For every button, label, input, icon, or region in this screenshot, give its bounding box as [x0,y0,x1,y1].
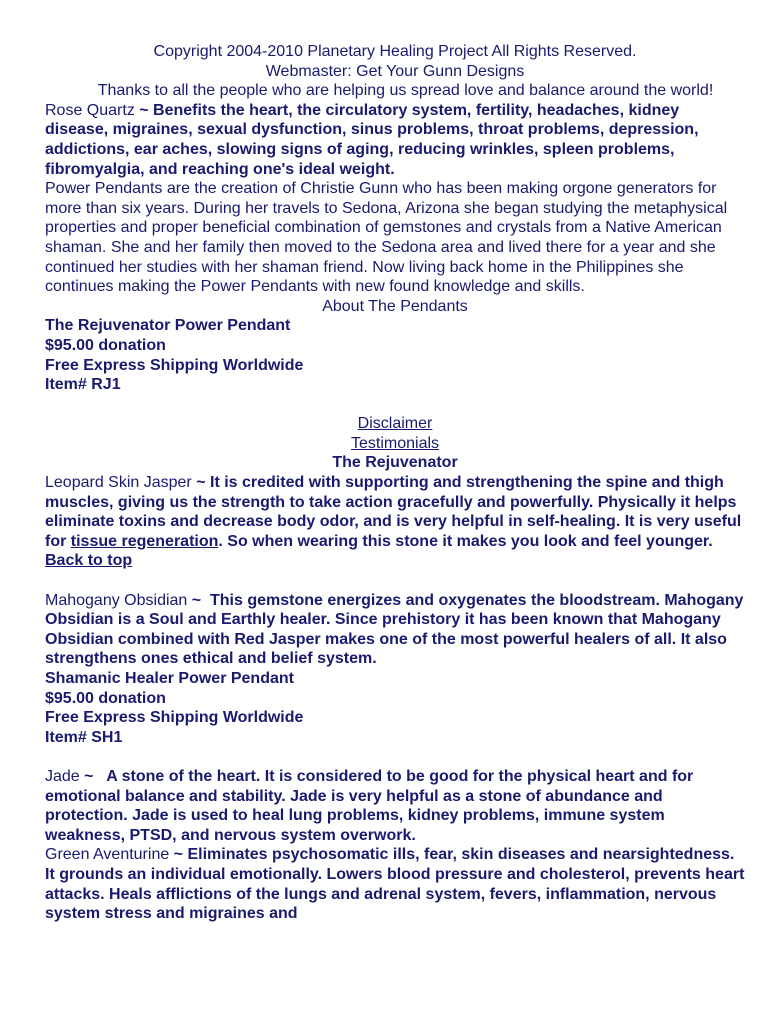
rejuvenator-product-price: $95.00 donation [45,336,166,354]
rejuvenator-product-item: Item# RJ1 [45,376,121,394]
shamanic-product-name: Shamanic Healer Power Pendant [45,670,294,687]
jade-description: A stone of the heart. It is considered to be good for the physical heart and for emotional balance and stability. Jade is very helpful as a stone of abundance and protection. Jade is used to heal lung problems, kidney problems, immune system weakness, PTSD, and nervous system overwork. [45,767,694,844]
leopard-jasper-description-end: . So when wearing this stone it makes you look and feel younger. [218,532,713,550]
shamanic-product-item: Item# SH1 [45,728,123,746]
rejuvenator-product-block [45,316,745,394]
tissue-regeneration-link[interactable]: tissue regeneration [70,532,219,550]
intro-paragraph: Power Pendants are the creation of Christie Gunn who has been making orgone generators for more than six years. During her travels to Sedona, Arizona she began studying the metaphysical properties and proper beneficial combination of gemstones and crystals from a Native American shaman. She and her family then moved to the Sedona area and lived there for a year and she continued her studies with her shaman friend. Now living back home in the Philippines she continues making the Power Pendants with new found knowledge and skills. [45,180,728,296]
spacer [45,395,745,415]
spacer [45,747,745,767]
thanks-line: Thanks to all the people who are helping us spread love and balance around the world! [97,82,714,100]
shamanic-product-shipping: Free Express Shipping Worldwide [45,709,304,727]
jade-separator: ~ [79,767,107,785]
document-body [45,42,745,924]
copyright-line: Copyright 2004-2010 Planetary Healing Project All Rights Reserved. [153,43,637,60]
leopard-jasper-name: Leopard Skin Jasper [45,474,192,492]
shamanic-product-price: $95.00 donation [45,689,166,707]
rejuvenator-product-name: The Rejuvenator Power Pendant [45,317,291,335]
rose-quartz-name: Rose Quartz [45,101,135,119]
mahogany-obsidian-name: Mahogany Obsidian [45,591,188,609]
shamanic-product-block [45,669,745,747]
green-aventurine-separator: ~ [169,846,188,864]
rose-quartz-paragraph [45,101,745,179]
mahogany-obsidian-paragraph [45,591,745,669]
mahogany-obsidian-description: This gemstone energizes and oxygenates the bloodstream. Mahogany Obsidian is a Soul and Earthly healer. Since prehistory it has been known that Mahogany Obsidian combined with Red Jasper makes one of the most powerful healers of all. It also strengthens ones ethical and belief system. [45,591,744,668]
testimonials-link[interactable]: Testimonials [350,434,440,452]
jade-paragraph [45,767,745,845]
green-aventurine-name: Green Aventurine [45,846,170,864]
mahogany-obsidian-separator: ~ [187,591,210,609]
about-pendants-heading: About The Pendants [322,297,468,315]
back-to-top-link[interactable]: Back to top [45,552,133,570]
spacer [45,571,745,591]
webmaster-line: Webmaster: Get Your Gunn Designs [265,62,525,80]
rose-quartz-description: Benefits the heart, the circulatory system, fertility, headaches, kidney disease, migraines, sexual dysfunction, sinus problems, throat problems, depression, addictions, ear aches, slowing signs of aging, reducing wrinkles, spleen problems, fibromyalgia, and reaching one's ideal weight. [45,101,699,178]
green-aventurine-description: Eliminates psychosomatic ills, fear, skin diseases and nearsightedness. It grounds an individual emotionally. Lowers blood pressure and cholesterol, prevents heart attacks. Heals afflictions of the lungs and adrenal system, fevers, inflammation, nervous system stress and migraines and [45,846,745,923]
green-aventurine-paragraph [45,845,745,923]
disclaimer-row [45,414,745,434]
rejuvenator-heading-text: The Rejuvenator [332,454,458,472]
disclaimer-link[interactable]: Disclaimer [357,415,433,433]
rose-quartz-separator: ~ [134,101,154,119]
jade-name: Jade [45,767,80,785]
leopard-jasper-separator: ~ [191,474,210,492]
testimonials-row [45,434,745,454]
back-to-top-row [45,551,745,571]
leopard-jasper-description: It is credited with supporting and strengthening the spine and thigh muscles, giving us the strength to take action gracefully and powerfully. Physically it helps eliminate toxins and decrease body odor, and is very helpful in self-healing. It is very useful for [45,474,742,550]
rejuvenator-product-shipping: Free Express Shipping Worldwide [45,356,304,374]
rejuvenator-heading [45,453,745,473]
leopard-jasper-paragraph [45,473,745,551]
